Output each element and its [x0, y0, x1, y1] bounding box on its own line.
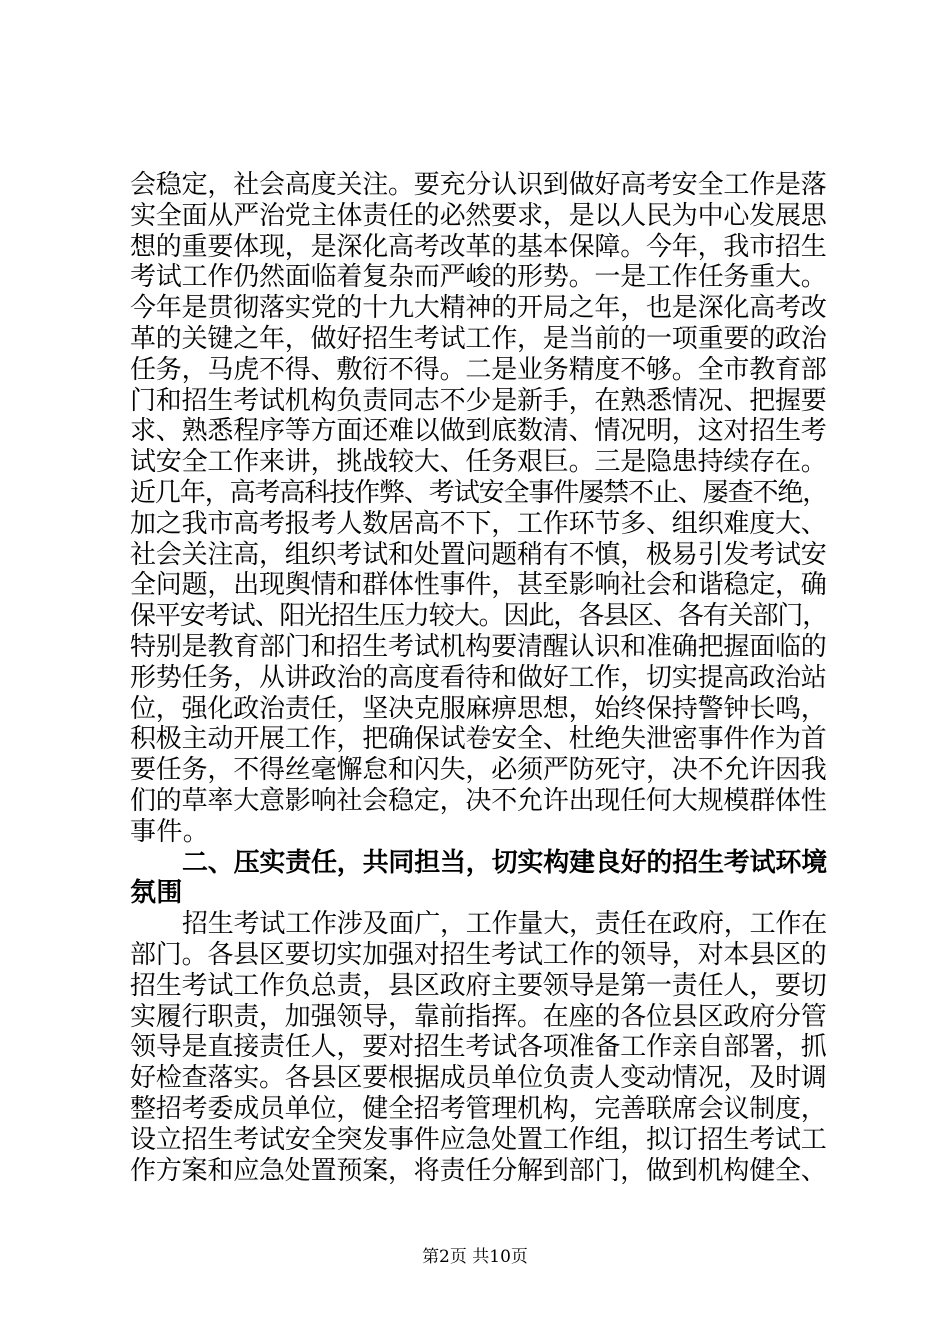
text-line: 保平安考试、阳光招生压力较大。因此，各县区、各有关部门， [130, 601, 828, 632]
text-line: 们的草率大意影响社会稳定，决不允许出现任何大规模群体性 [130, 785, 827, 816]
text-line: 要任务，不得丝毫懈怠和闪失，必须严防死守，决不允许因我 [130, 755, 827, 786]
text-line: 全问题，出现舆情和群体性事件，甚至影响社会和谐稳定，确 [130, 570, 827, 601]
text-line: 实全面从严治党主体责任的必然要求，是以人民为中心发展思 [130, 200, 827, 231]
text-line: 积极主动开展工作，把确保试卷安全、杜绝失泄密事件作为首 [130, 724, 827, 755]
text-line: 招生考试工作涉及面广，工作量大，责任在政府，工作在 [182, 909, 828, 940]
text-line: 部门。各县区要切实加强对招生考试工作的领导，对本县区的 [130, 939, 827, 970]
text-line: 位，强化政治责任，坚决克服麻痹思想，始终保持警钟长鸣， [130, 693, 827, 724]
document-body [130, 170, 826, 1186]
text-line: 想的重要体现，是深化高考改革的基本保障。今年，我市招生 [130, 231, 827, 262]
text-line: 求、熟悉程序等方面还难以做到底数清、情况明，这对招生考 [130, 416, 827, 447]
text-line: 近几年，高考高科技作弊、考试安全事件屡禁不止、屡查不绝， [130, 477, 828, 508]
text-line: 招生考试工作负总责，县区政府主要领导是第一责任人，要切 [130, 970, 827, 1001]
text-line: 加之我市高考报考人数居高不下，工作环节多、组织难度大、 [130, 508, 827, 539]
text-line: 设立招生考试安全突发事件应急处置工作组，拟订招生考试工 [130, 1124, 827, 1155]
text-line: 领导是直接责任人，要对招生考试各项准备工作亲自部署，抓 [130, 1032, 827, 1063]
text-line: 好检查落实。各县区要根据成员单位负责人变动情况，及时调 [130, 1063, 827, 1094]
text-line: 今年是贯彻落实党的十九大精神的开局之年，也是深化高考改 [130, 293, 827, 324]
text-line: 门和招生考试机构负责同志不少是新手，在熟悉情况、把握要 [130, 385, 827, 416]
text-line: 试安全工作来讲，挑战较大、任务艰巨。三是隐患持续存在。 [130, 447, 827, 478]
text-line: 会稳定，社会高度关注。要充分认识到做好高考安全工作是落 [130, 170, 827, 200]
section-heading: 氛围 [130, 878, 183, 909]
text-line: 革的关键之年，做好招生考试工作，是当前的一项重要的政治 [130, 323, 827, 354]
text-line: 形势任务，从讲政治的高度看待和做好工作，切实提高政治站 [130, 662, 827, 693]
text-line: 考试工作仍然面临着复杂而严峻的形势。一是工作任务重大。 [130, 262, 827, 293]
text-line: 任务，马虎不得、敷衍不得。二是业务精度不够。全市教育部 [130, 354, 827, 385]
text-line: 特别是教育部门和招生考试机构要清醒认识和准确把握面临的 [130, 631, 827, 662]
section-heading: 二、压实责任，共同担当，切实构建良好的招生考试环境 [182, 847, 828, 878]
text-line: 事件。 [130, 816, 210, 847]
text-line: 整招考委成员单位，健全招考管理机构，完善联席会议制度， [130, 1093, 827, 1124]
text-line: 社会关注高，组织考试和处置问题稍有不慎，极易引发考试安 [130, 539, 827, 570]
page-number-footer: 第2页 共10页 [422, 1247, 528, 1267]
text-line: 实履行职责，加强领导，靠前指挥。在座的各位县区政府分管 [130, 1001, 827, 1032]
text-line: 作方案和应急处置预案，将责任分解到部门，做到机构健全、 [130, 1155, 827, 1186]
